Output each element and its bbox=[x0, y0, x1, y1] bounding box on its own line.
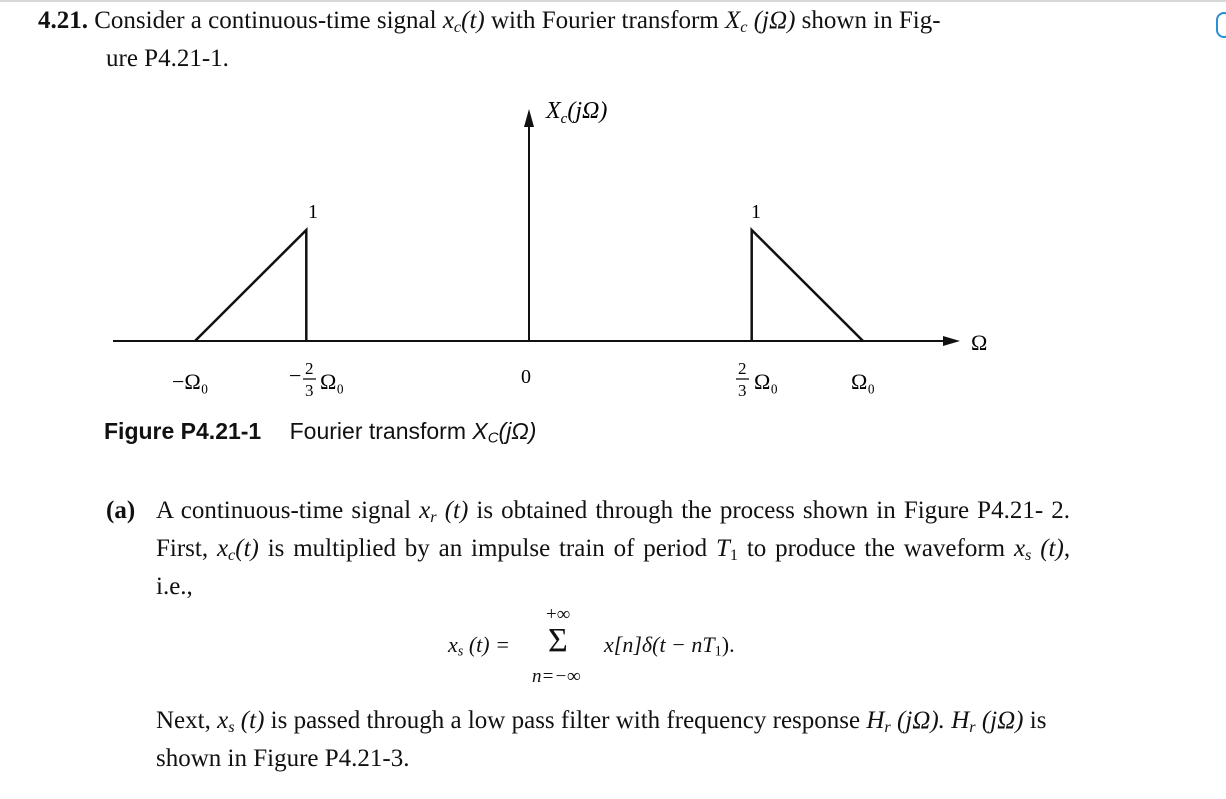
part-a bbox=[106, 495, 1070, 602]
next-paragraph: Next, $x_s$ (t) is passed through a low pass filter with frequency response $H_r$ (jΩ). $H_r$ (jΩ) is shown in Figure P4.21-3. bbox=[156, 707, 1047, 773]
tick-label-neg-omega0: −Ω₀ bbox=[172, 369, 209, 394]
figure-label: Figure P4.21-1 bbox=[104, 418, 262, 444]
sum-lower-limit: n=−∞ bbox=[532, 666, 581, 687]
tick-label-zero: 0 bbox=[521, 366, 531, 388]
part-a-letter: (a) bbox=[106, 497, 136, 524]
svg-text:2: 2 bbox=[738, 359, 747, 378]
vertical-axis-arrowhead bbox=[524, 109, 534, 127]
spectrum-right-triangle bbox=[752, 230, 863, 341]
x-axis-label: Ω bbox=[971, 330, 988, 355]
svg-text:3: 3 bbox=[738, 381, 747, 400]
spectrum-left-triangle bbox=[195, 230, 306, 341]
sum-symbol: Σ bbox=[548, 622, 568, 659]
omega-axis-arrowhead bbox=[943, 336, 960, 346]
problem-statement: 4.21. Consider a continuous-time signal $x_c(t)$ with Fourier transform $X_c$ (jΩ) shown in Fig- ure P4.21-1. bbox=[38, 7, 941, 73]
equation-lhs: $x_s$ (t) = bbox=[448, 632, 510, 660]
tick-label-two-thirds-omega0 bbox=[736, 359, 778, 400]
svg-text:Ω₀: Ω₀ bbox=[320, 369, 345, 394]
peak-label-right: 1 bbox=[751, 201, 761, 223]
part-a-text: A continuous-time signal $x_r$ (t) is obtained through the process shown in Figure P4.21- 2. First, $x_c(t)$ is multiplied by an impulse train of period $T_1$ to produce the waveform $x_s$ (t), i.e., bbox=[156, 497, 1071, 601]
peak-label-left: 1 bbox=[308, 201, 318, 223]
tick-label-omega0: Ω₀ bbox=[851, 369, 876, 394]
y-axis-label: $X_c(j\Omega)$ bbox=[546, 98, 608, 127]
svg-text:3: 3 bbox=[305, 381, 314, 400]
problem-number: 4.21. bbox=[38, 7, 88, 34]
equation-rhs: $x[n]\delta(t - nT_1)$. bbox=[604, 632, 735, 660]
sampling-equation bbox=[448, 604, 808, 694]
svg-text:Ω₀: Ω₀ bbox=[754, 369, 779, 394]
svg-text:2: 2 bbox=[305, 359, 314, 378]
figure-caption: Figure P4.21-1 Fourier transform $X_C(j\Omega)$ bbox=[104, 418, 537, 447]
sum-upper-limit: +∞ bbox=[546, 604, 571, 625]
svg-text:−: − bbox=[289, 363, 302, 388]
tick-label-neg-two-thirds-omega0 bbox=[289, 359, 344, 400]
